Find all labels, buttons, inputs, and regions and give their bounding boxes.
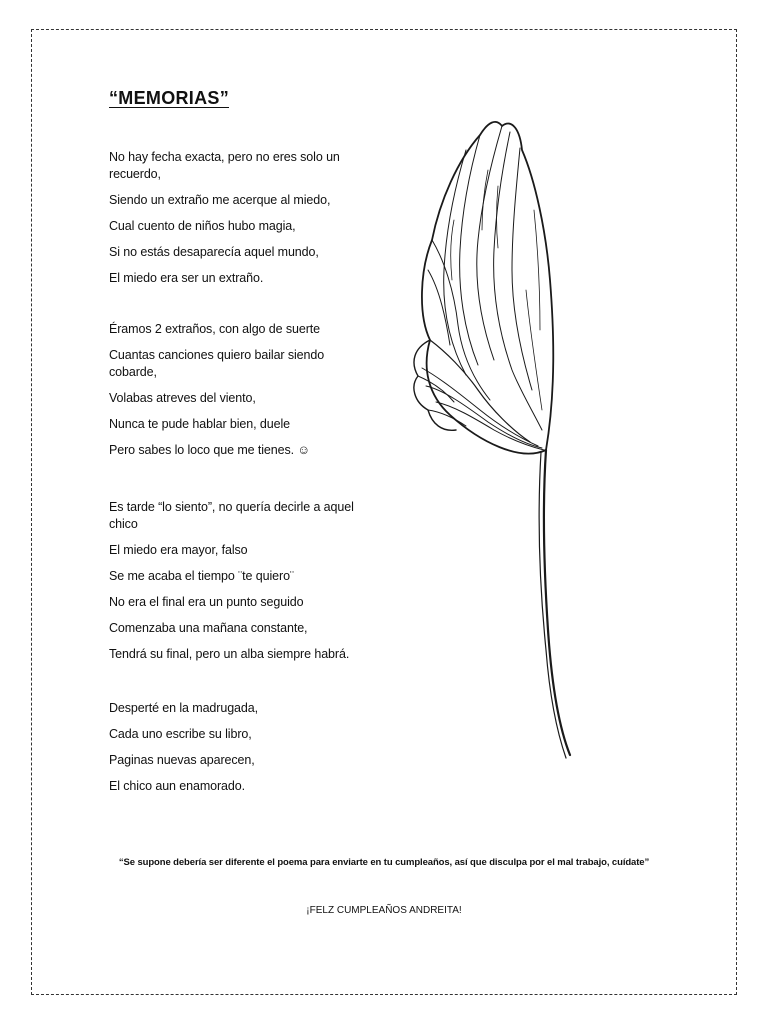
poem-line: Cada uno escribe su libro, [109, 727, 252, 741]
poem-line: Volabas atreves del viento, [109, 391, 256, 405]
poem-line: No hay fecha exacta, pero no eres solo un recuerdo, [109, 150, 340, 181]
stanza-2 [109, 321, 359, 468]
poem-line: No era el final era un punto seguido [109, 595, 304, 609]
poem-line: Desperté en la madrugada, [109, 701, 258, 715]
poem-line: Éramos 2 extraños, con algo de suerte [109, 322, 321, 336]
dedication-note: “Se supone debería ser diferente el poema para enviarte en tu cumpleaños, así que disculpa por el mal trabajo, cuídate” [118, 857, 650, 868]
poem-line: Tendrá su final, pero un alba siempre habrá. [109, 647, 350, 661]
poem-line: Paginas nuevas aparecen, [109, 753, 255, 767]
stanza-1 [109, 149, 359, 296]
stanza-3 [109, 499, 359, 672]
poem-line: El chico aun enamorado. [109, 779, 245, 793]
poem-line: Se me acaba el tiempo ¨te quiero¨ [109, 569, 294, 583]
poem-line: Siendo un extraño me acerque al miedo, [109, 193, 331, 207]
birthday-greeting: ¡FELZ CUMPLEAÑOS ANDREITA! [306, 905, 462, 916]
flower-stem [544, 450, 570, 755]
poem-line: El miedo era mayor, falso [109, 543, 248, 557]
poem-line: Pero sabes lo loco que me tienes. ☺ [109, 443, 311, 457]
poem-line: Si no estás desaparecía aquel mundo, [109, 245, 319, 259]
poem-line: El miedo era ser un extraño. [109, 271, 264, 285]
poem-line: Cuantas canciones quiero bailar siendo cobarde, [109, 348, 325, 379]
poem-line: Es tarde “lo siento”, no quería decirle a aquel chico [109, 500, 354, 531]
poem-line: Comenzaba una mañana constante, [109, 621, 308, 635]
poem-title: “MEMORIAS” [109, 88, 229, 108]
poem-line: Cual cuento de niños hubo magia, [109, 219, 296, 233]
poem-line: Nunca te pude hablar bien, duele [109, 417, 290, 431]
stanza-4 [109, 700, 359, 804]
tulip-flower-icon [370, 90, 690, 780]
